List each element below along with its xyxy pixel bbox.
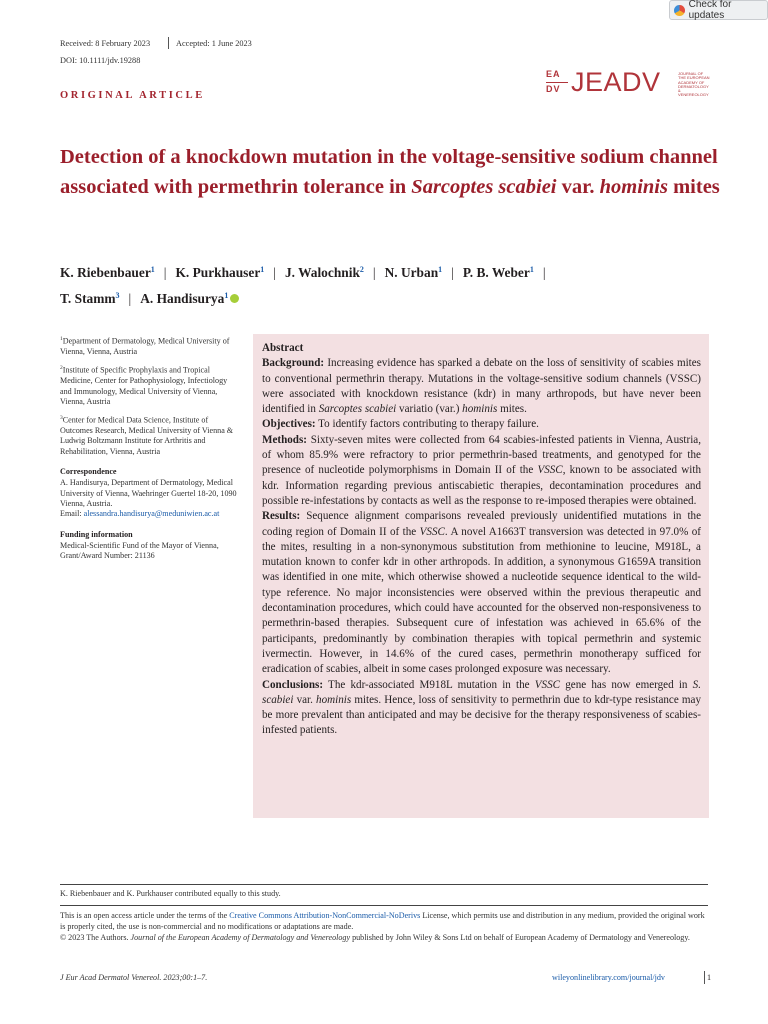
- abstract-text: Sequence alignment comparisons revealed previously unidentified mutations in the coding region of Domain II of the: [262, 510, 701, 538]
- orcid-icon[interactable]: [230, 294, 239, 303]
- license-text: License, which permits use and distribution in any medium, provided the original work is properly cited, the use is non-commercial and no modifications or adaptations are made.: [60, 911, 705, 931]
- journal-url-link[interactable]: wileyonlinelibrary.com/journal/jdv: [552, 973, 665, 982]
- correspondence-text: [60, 478, 238, 519]
- article-title: [60, 142, 720, 202]
- abstract-heading: Abstract: [262, 342, 304, 354]
- abstract-background: [262, 356, 701, 417]
- footer-divider: [704, 971, 705, 984]
- author[interactable]: [140, 291, 228, 306]
- jeadv-logo: [546, 67, 710, 100]
- abstract-text: mites. Hence, loss of sensitivity to permethrin due to kdr-type resistance may be more prevalent than anticipated and may be decisive for the therapy responsiveness of scabies-infested patients.: [262, 693, 702, 737]
- author-name: A. Handisurya: [140, 291, 225, 306]
- abstract-text: To identify factors contributing to therapy failure.: [315, 418, 539, 431]
- logo-mark-rule: [546, 82, 568, 83]
- author-name: K. Riebenbauer: [60, 265, 151, 280]
- author-affiliation: 2: [359, 265, 364, 274]
- author[interactable]: [60, 291, 120, 306]
- abstract-italic: VSSC: [537, 464, 563, 477]
- abstract-italic: VSSC: [419, 525, 445, 538]
- title-italic: Sarcoptes scabiei: [411, 176, 557, 198]
- abstract-italic: Sarcoptes scabiei: [318, 403, 397, 416]
- abstract-text: Sixty-seven mites were collected from 64 scabies-infested patients in Vienna, Austria, of whom 85.9% were refractory to prior permethrin-based treatments, and genotyped for the presence of nucleotide polymorphisms in Domain II of the: [262, 433, 701, 477]
- author[interactable]: [385, 265, 443, 280]
- license-link[interactable]: Creative Commons Attribution-NonCommercial-NoDerivs: [229, 911, 421, 920]
- author-affiliation: 3: [115, 291, 120, 300]
- abstract-text: Increasing evidence has sparked a debate on the loss of sensitivity of scabies mites to conventional permethrin therapy. Mutations in the voltage-sensitive sodium channels (VSSC) were associated with knockdown resistance (kdr) in many arthropods, but have never been identified in: [262, 357, 701, 416]
- affiliation-text: Center for Medical Data Science, Institute of Outcomes Research, Medical University of Vienna & Ludwig Boltzmann Institute for Arthritis and Rehabilitation, Vienna, Austria: [60, 415, 234, 456]
- title-text: mites: [667, 176, 720, 198]
- author-name: N. Urban: [384, 265, 439, 280]
- copyright-text: published by John Wiley & Sons Ltd on behalf of European Academy of Dermatology and Venereology.: [350, 933, 690, 942]
- abstract-text: . A novel A1663T transversion was detected in 97.0% of the mites, resulting in a non-synonymous substitution from methionine to leucine, M918L, a mutation known to confer kdr in other arthropods. In addition, a synonymous G1659A transition was identified in one mite, which otherwise showed a nucleotide sequence identical to the wild-type reference. No major inconsistencies were observed within the previous therapeutic and decontamination procedures, which could have accounted for the observed non-responsiveness to permethrin-based therapies. Subsequent cure of infestation was achieved in 65.6% of the participants, predominantly by combination therapies with topical permethrin and systemic ivermectin. However, in 14.6% of the cured cases, permethrin monotherapy sufficed for eradication of scabies, albeit in some cases prolonged exposure was necessary.: [262, 525, 701, 676]
- author[interactable]: [60, 265, 155, 280]
- abstract-conclusions: [262, 678, 701, 739]
- copyright-text: © 2023 The Authors.: [60, 933, 131, 942]
- affiliation: [60, 334, 238, 357]
- check-for-updates-button[interactable]: [669, 0, 768, 20]
- background-label: Background:: [262, 357, 325, 370]
- title-text: Detection of a knockdown mutation in the voltage-sensitive sodium channel associated with permethrin tolerance in: [60, 146, 718, 198]
- abstract-text: The kdr-associated M918L mutation in the: [323, 678, 535, 691]
- funding-text: Medical-Scientific Fund of the Mayor of Vienna, Grant/Award Number: 21136: [60, 540, 219, 561]
- affiliations-column: [60, 334, 238, 561]
- email-label: Email:: [60, 509, 84, 519]
- title-text: var.: [556, 176, 600, 198]
- accepted-date: Accepted: 1 June 2023: [176, 39, 252, 48]
- author-affiliation: 1: [224, 291, 229, 300]
- meta-divider: [168, 37, 169, 49]
- affiliation-number: 1: [60, 336, 63, 342]
- author-affiliation: 1: [529, 265, 534, 274]
- author-affiliation: 1: [438, 265, 443, 274]
- author-list: K. Riebenbauer$^1$ | K. Purkhauser$^1$ | J. Walochnik$^2$ | N. Urban$^1$ | P. B. Weber$^1$ | T. Stamm$^3$ | A. Handisurya$^1$: [60, 265, 546, 306]
- affiliation-text: Department of Dermatology, Medical University of Vienna, Vienna, Austria: [60, 336, 230, 356]
- author-affiliation: 1: [150, 265, 155, 274]
- author[interactable]: [285, 265, 364, 280]
- author-name: K. Purkhauser: [175, 265, 261, 280]
- check-for-updates-label: Check for updates: [688, 0, 732, 21]
- affiliation-text: Institute of Specific Prophylaxis and Tropical Medicine, Center for Pathophysiology, Infectiology and Immunology, Medical University of Vienna, Vienna, Austria: [60, 365, 228, 406]
- logo-wordmark: JEADV: [571, 67, 661, 97]
- logo-mark-line: DV: [546, 84, 561, 94]
- abstract-box: [253, 334, 709, 818]
- results-label: Results:: [262, 510, 301, 523]
- affiliation: [60, 363, 238, 407]
- author[interactable]: [463, 265, 534, 280]
- abstract-methods: [262, 433, 701, 509]
- abstract-text: mites.: [497, 403, 527, 416]
- correspondence-heading: Correspondence: [60, 467, 117, 477]
- abstract-text: var.: [293, 693, 317, 706]
- abstract-results: [262, 509, 701, 677]
- equal-contribution-note: K. Riebenbauer and K. Purkhauser contributed equally to this study.: [60, 889, 281, 898]
- abstract-italic: VSSC: [534, 678, 561, 691]
- crossmark-icon: [674, 5, 685, 16]
- email-link[interactable]: alessandra.handisurya@meduniwien.ac.at: [83, 509, 220, 519]
- page-number: 1: [707, 973, 712, 982]
- logo-subtitle: JOURNAL OF THE EUROPEAN ACADEMY OF DERMATOLOGY & VENEREOLOGY: [678, 71, 710, 98]
- logo-mark: [546, 70, 568, 98]
- doi: DOI: 10.1111/jdv.19288: [60, 56, 141, 65]
- abstract-italic: hominis: [316, 693, 352, 706]
- title-italic: hominis: [599, 176, 668, 198]
- objectives-label: Objectives:: [262, 418, 316, 431]
- affiliation-number: 2: [60, 365, 63, 372]
- footnote-divider: [60, 884, 708, 885]
- received-date: Received: 8 February 2023: [60, 39, 151, 48]
- abstract-text: gene has now emerged in: [560, 678, 693, 691]
- correspondence-address: A. Handisurya, Department of Dermatology, Medical University of Vienna, Waehringer Guertel 18-20, 1090 Vienna, Austria.: [60, 478, 237, 508]
- abstract-italic: hominis: [462, 403, 498, 416]
- article-type: ORIGINAL ARTICLE: [60, 90, 205, 101]
- funding-heading: Funding information: [60, 529, 133, 539]
- conclusions-label: Conclusions:: [262, 678, 324, 691]
- methods-label: Methods:: [262, 433, 307, 446]
- author-name: P. B. Weber: [462, 265, 530, 280]
- abstract-objectives: [262, 417, 701, 432]
- license-note: [60, 910, 710, 943]
- license-text: This is an open access article under the terms of the: [60, 911, 230, 920]
- author[interactable]: [175, 265, 264, 280]
- abstract-italic: S. scabiei: [262, 678, 701, 706]
- license-divider: [60, 905, 708, 906]
- logo-mark-line: EA: [546, 69, 561, 79]
- abstract-text: variatio (var.): [396, 403, 463, 416]
- copyright-journal: Journal of the European Academy of Dermatology and Venereology: [130, 933, 351, 942]
- author-affiliation: 1: [260, 265, 265, 274]
- journal-citation: J Eur Acad Dermatol Venereol. 2023;00:1–7.: [60, 973, 208, 982]
- affiliation-number: 3: [60, 415, 63, 422]
- abstract-text: , known to be associated with kdr. Information regarding previous antiscabietic therapies, decontamination procedures and possible re-infestations by contacts as well as the response to re-imposed therapies were obtained.: [262, 464, 701, 507]
- affiliation: [60, 413, 238, 457]
- author-name: T. Stamm: [60, 291, 116, 306]
- author-name: J. Walochnik: [284, 265, 360, 280]
